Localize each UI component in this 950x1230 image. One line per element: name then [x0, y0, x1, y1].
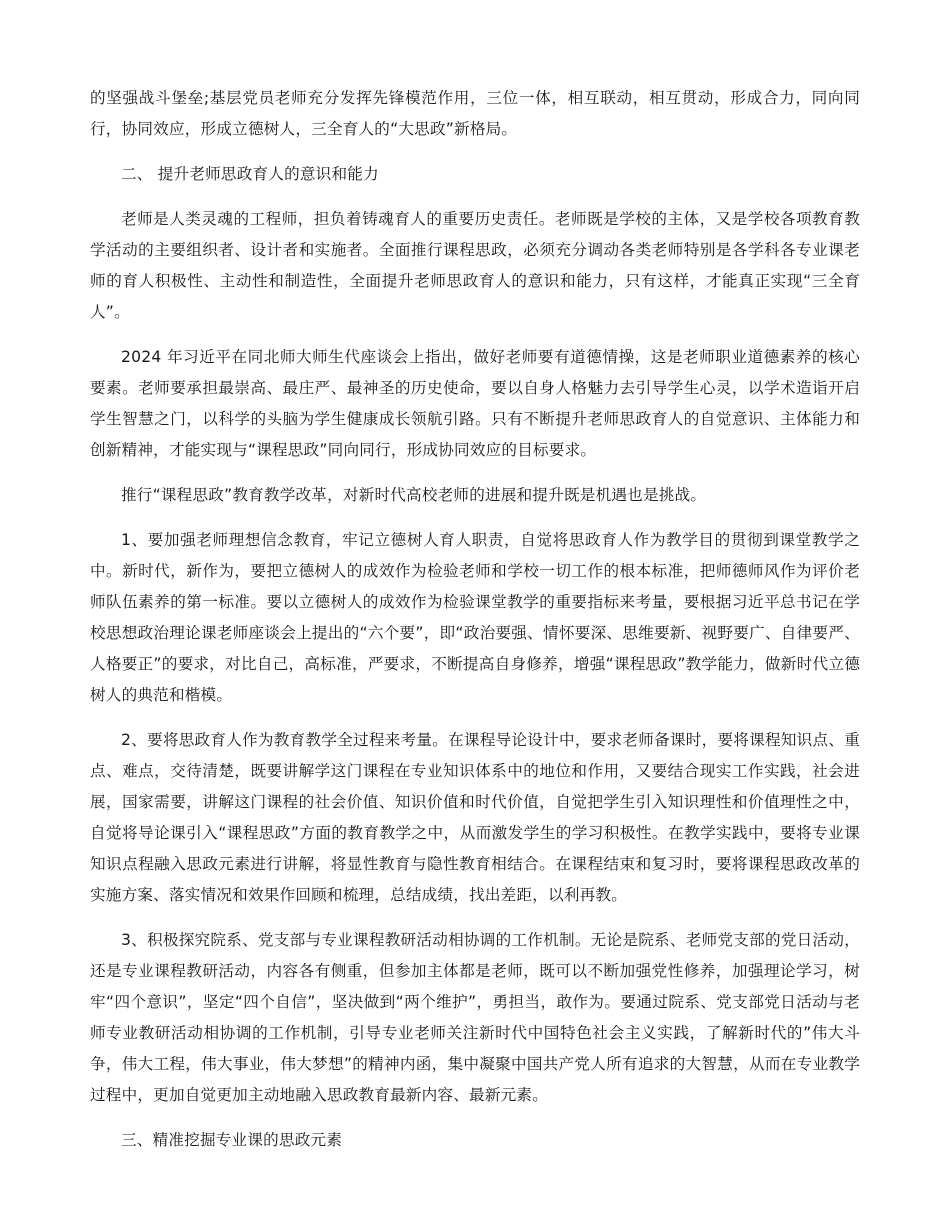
section-heading-2: 二、 提升老师思政育人的意识和能力 — [121, 165, 379, 183]
paragraph-teacher-role: 老师是人类灵魂的工程师，担负着铸魂育人的重要历史责任。老师既是学校的主体，又是学校各项教育教学活动的主要组织者、设计者和实施者。全面推行课程思政，必须充分调动各类老师特别是各学科各专业课老师的育人积极性、主动性和制造性，全面提升老师思政育人的意识和能力，只有这样，才能真正实现“三全育人”。 — [90, 210, 860, 321]
paragraph-point-3: 3、积极探究院系、党支部与专业课程教研活动相协调的工作机制。无论是院系、老师党支部的党日活动，还是专业课程教研活动，内容各有侧重，但参加主体都是老师，既可以不断加强党性修养，加强理论学习，树牢“四个意识”，坚定“四个自信”，坚决做到“两个维护”，勇担当，敢作为。要通过院系、党支部党日活动与老师专业教研活动相协调的工作机制，引导专业老师关注新时代中国特色社会主义实践，了解新时代的”伟大斗争，伟大工程，伟大事业，伟大梦想”的精神内函，集中凝聚中国共产党人所有追求的大智慧，从而在专业教学过程中，更加自觉更加主动地融入思政教育最新内容、最新元素。 — [90, 931, 860, 1104]
section-heading-3: 三、精准挖掘专业课的思政元素 — [121, 1131, 343, 1149]
paragraph-continuation: 的坚强战斗堡垒;基层党员老师充分发挥先锋模范作用，三位一体，相互联动，相互贯动，形成合力，同向同行，协同效应，形成立德树人，三全育人的“大思政”新格局。 — [90, 89, 860, 138]
paragraph-point-1: 1、要加强老师理想信念教育，牢记立德树人育人职责，自觉将思政育人作为教学目的贯彻到课堂教学之中。新时代，新作为，要把立德树人的成效作为检验老师和学校一切工作的根本标准，把师德师风作为评价老师队伍素养的第一标准。要以立德树人的成效作为检验课堂教学的重要指标来考量，要根据习近平总书记在学校思想政治理论课老师座谈会上提出的“六个要”，即“政治要强、情怀要深、思维要新、视野要广、自律要严、人格要正”的要求，对比自己，高标准，严要求，不断提高自身修养，增强“课程思政”教学能力，做新时代立德树人的典范和楷模。 — [90, 531, 860, 704]
paragraph-2024-speech: 2024 年习近平在同北师大师生代座谈会上指出，做好老师要有道德情操，这是老师职业道德素养的核心要素。老师要承担最崇高、最庄严、最神圣的历史使命，要以自身人格魅力去引导学生心灵，以学术造诣开启学生智慧之门，以科学的头脑为学生健康成长领航引路。只有不断提升老师思政育人的自觉意识、主体能力和创新精神，才能实现与“课程思政”同向同行，形成协同效应的目标要求。 — [90, 348, 860, 459]
paragraph-point-2: 2、要将思政育人作为教育教学全过程来考量。在课程导论设计中，要求老师备课时，要将课程知识点、重点、难点，交待清楚，既要讲解学这门课程在专业知识体系中的地位和作用，又要结合现实工作实践，社会进展，国家需要，讲解这门课程的社会价值、知识价值和时代价值，自觉把学生引入知识理性和价值理性之中，自觉将导论课引入“课程思政”方面的教育教学之中，从而激发学生的学习积极性。在教学实践中，要将专业课知识点程融入思政元素进行讲解，将显性教育与隐性教育相结合。在课程结束和复习时，要将课程思政改革的实施方案、落实情况和效果作回顾和梳理，总结成绩，找出差距，以利再教。 — [90, 731, 860, 904]
paragraph-reform-challenge: 推行“课程思政”教育教学改革，对新时代高校老师的进展和提升既是机遇也是挑战。 — [121, 486, 707, 504]
